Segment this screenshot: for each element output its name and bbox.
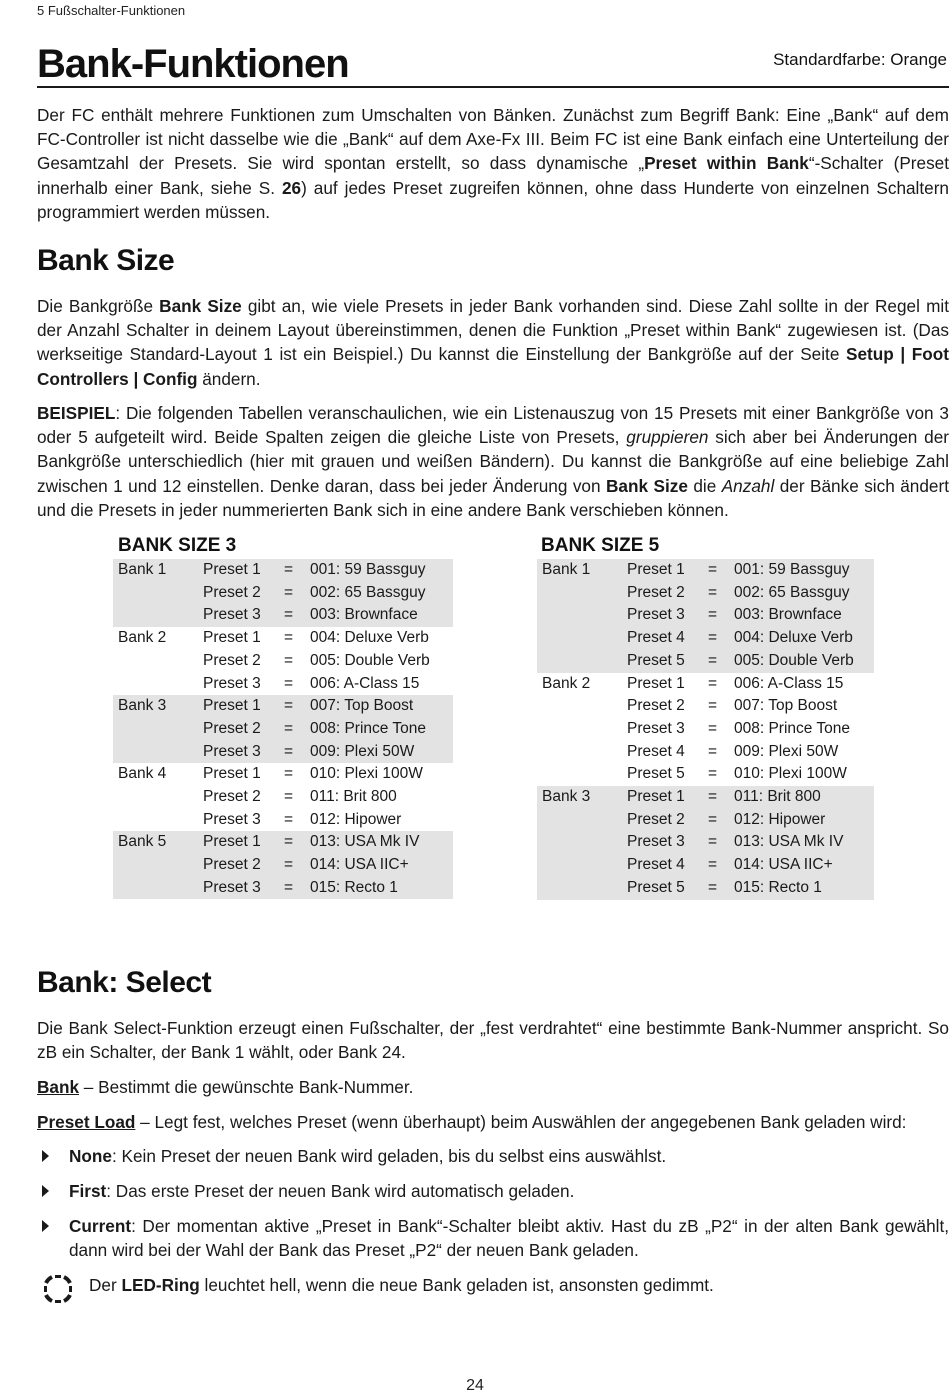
preset-name-cell: 012: Hipower	[310, 810, 402, 828]
equals-cell: =	[284, 856, 294, 874]
table-row	[537, 877, 874, 900]
preset-name-cell: 007: Top Boost	[734, 697, 838, 715]
bank-cell: Bank 1	[118, 561, 167, 578]
preset-name-cell: 014: USA IIC+	[310, 856, 409, 874]
preset-name-cell: 001: 59 Bassguy	[734, 561, 850, 578]
bullet-label: Current	[69, 1216, 132, 1236]
preset-cell: Preset 3	[203, 810, 261, 828]
bullet-arrow-icon	[42, 1220, 49, 1232]
table-row	[537, 559, 874, 582]
table-row	[113, 559, 453, 582]
equals-cell: =	[284, 651, 294, 669]
preset-name-cell: 013: USA Mk IV	[310, 833, 420, 851]
example-text-b: sich aber bei Änderungen der Bankgröße unterschiedlich (hier mit grauen und weißen Bändern). Du kannst die Bankgröße auf eine beliebige Zahl zwischen 1 und 12 einstellen. Denke daran, dass bei jeder Änderung von	[37, 427, 949, 496]
preset-name-cell: 002: 65 Bassguy	[310, 583, 426, 601]
preset-name-cell: 007: Top Boost	[310, 697, 414, 715]
equals-cell: =	[284, 583, 294, 601]
equals-cell: =	[284, 674, 294, 692]
equals-cell: =	[708, 629, 718, 647]
led-text-a: Der	[89, 1275, 122, 1295]
preset-cell: Preset 1	[627, 674, 685, 692]
table-row	[537, 831, 874, 854]
example-text-a: : Die folgenden Tabellen veranschaulichen, wie ein Listenauszug von 15 Presets mit einer Bankgröße von 3 oder 5 aufgeteilt wird. Beide Spalten zeigen die gleiche Liste von Presets,	[37, 403, 949, 448]
table-row	[113, 831, 453, 854]
preset-cell: Preset 5	[627, 765, 685, 783]
preset-cell: Preset 4	[627, 629, 685, 647]
equals-cell: =	[284, 697, 294, 715]
intro-paragraph	[37, 103, 949, 224]
intro-text-c: ) auf jedes Preset zugreifen können, ohne dass Hunderte von einzelnen Schaltern programmiert werden müssen.	[37, 177, 949, 222]
bank-cell: Bank 5	[118, 833, 167, 851]
preset-name-cell: 015: Recto 1	[734, 878, 822, 896]
equals-cell: =	[708, 788, 718, 805]
equals-cell: =	[708, 606, 718, 624]
table-row	[537, 786, 874, 809]
table-body	[113, 559, 453, 900]
preset-name-cell: 002: 65 Bassguy	[734, 583, 850, 601]
preset-name-cell: 001: 59 Bassguy	[310, 561, 426, 578]
equals-cell: =	[708, 878, 718, 896]
bullet-text: : Kein Preset der neuen Bank wird geladen, bis du selbst eins auswählst.	[111, 1146, 667, 1166]
example-bold: Bank Size	[606, 475, 688, 496]
bank-cell: Bank 1	[542, 561, 591, 578]
bank-size-text-a: Die Bankgröße	[37, 296, 160, 316]
intro-text-b: “-Schalter (Preset innerhalb einer Bank, siehe S.	[37, 153, 950, 198]
bullet-current	[69, 1214, 949, 1262]
bank-select-paragraph: Die Bank Select-Funktion erzeugt einen Fußschalter, der „fest verdrahtet“ eine bestimmte Bank-Nummer anspricht. So zB ein Schalter, der Bank 1 wählt, oder Bank 24.	[37, 1018, 949, 1063]
table-row	[113, 604, 453, 627]
led-ring-icon	[42, 1273, 74, 1305]
preset-cell: Preset 2	[203, 788, 261, 805]
setup-path: Setup | Foot Controllers | Config	[37, 344, 950, 389]
equals-cell: =	[708, 719, 718, 737]
preset-load-label: Preset Load	[37, 1112, 136, 1132]
preset-cell: Preset 1	[627, 788, 685, 805]
page-title: Bank-Funktionen	[37, 42, 349, 86]
equals-cell: =	[284, 719, 294, 737]
equals-cell: =	[284, 788, 294, 805]
bullet-first	[69, 1179, 949, 1203]
preset-name-cell: 014: USA IIC+	[734, 856, 833, 874]
preset-name-cell: 006: A-Class 15	[734, 674, 844, 692]
table-row	[537, 718, 874, 741]
led-text-b: leuchtet hell, wenn die neue Bank geladen ist, ansonsten gedimmt.	[199, 1275, 714, 1295]
equals-cell: =	[284, 765, 294, 783]
bank-cell: Bank 2	[118, 629, 167, 647]
equals-cell: =	[708, 697, 718, 715]
example-label: BEISPIEL	[37, 403, 116, 423]
table-title: BANK SIZE 3	[118, 535, 237, 556]
preset-cell: Preset 3	[627, 719, 685, 737]
bank-size-paragraph	[37, 294, 949, 391]
table-row	[113, 627, 453, 650]
preset-cell: Preset 3	[203, 674, 261, 692]
led-ring-label: LED-Ring	[121, 1275, 200, 1295]
table-row	[113, 741, 453, 764]
preset-name-cell: 015: Recto 1	[310, 878, 398, 896]
table-body	[537, 559, 874, 900]
bullet-arrow-icon	[42, 1185, 49, 1197]
equals-cell: =	[708, 651, 718, 669]
table-row	[537, 627, 874, 650]
intro-text-a: Der FC enthält mehrere Funktionen zum Umschalten von Bänken. Zunächst zum Begriff Bank: Eine „Bank“ auf dem FC-Controller ist nicht dasselbe wie die „Bank“ auf dem Axe-Fx III. Beim FC ist eine Bank einfach eine Unterteilung der Gesamtzahl der Presets. Sie wird spontan erstellt, so dass dynamische „	[37, 105, 949, 174]
equals-cell: =	[708, 765, 718, 783]
table-title: BANK SIZE 5	[541, 535, 660, 556]
preset-cell: Preset 1	[627, 561, 685, 578]
table-row	[113, 695, 453, 718]
preset-cell: Preset 3	[627, 833, 685, 851]
preset-name-cell: 010: Plexi 100W	[734, 765, 847, 783]
equals-cell: =	[284, 561, 294, 578]
bank-cell: Bank 2	[542, 674, 591, 692]
bank-cell: Bank 3	[542, 788, 591, 805]
intro-page-ref: 26	[281, 177, 302, 198]
equals-cell: =	[284, 742, 294, 760]
equals-cell: =	[284, 606, 294, 624]
equals-cell: =	[708, 833, 718, 851]
equals-cell: =	[284, 629, 294, 647]
preset-cell: Preset 4	[627, 856, 685, 874]
bank-param-text: – Bestimmt die gewünschte Bank-Nummer.	[79, 1077, 414, 1097]
example-italic: gruppieren	[626, 427, 709, 448]
table-row	[113, 763, 453, 786]
table-row	[537, 673, 874, 696]
preset-name-cell: 009: Plexi 50W	[310, 742, 415, 760]
table-row	[113, 854, 453, 877]
bank-size-heading: Bank Size	[37, 244, 175, 277]
preset-cell: Preset 3	[203, 878, 261, 896]
equals-cell: =	[708, 583, 718, 601]
table-row	[113, 809, 453, 832]
bullet-label: None	[69, 1146, 112, 1166]
table-row	[537, 763, 874, 786]
bank-cell: Bank 4	[118, 765, 167, 783]
preset-name-cell: 003: Brownface	[734, 606, 842, 624]
preset-cell: Preset 5	[627, 651, 685, 669]
preset-cell: Preset 2	[203, 651, 261, 669]
preset-cell: Preset 4	[627, 742, 685, 760]
equals-cell: =	[708, 674, 718, 692]
example-text-c: die	[687, 475, 722, 496]
bank-size-3-table	[113, 533, 453, 903]
preset-cell: Preset 3	[203, 606, 261, 624]
table-row	[537, 695, 874, 718]
equals-cell: =	[708, 561, 718, 578]
table-row	[113, 650, 453, 673]
preset-cell: Preset 1	[203, 765, 261, 783]
standard-color-label: Standardfarbe: Orange	[773, 50, 947, 69]
preset-name-cell: 004: Deluxe Verb	[310, 629, 429, 647]
intro-bold: Preset within Bank	[644, 153, 809, 174]
preset-name-cell: 010: Plexi 100W	[310, 765, 423, 783]
bank-param	[37, 1075, 949, 1099]
table-row	[113, 673, 453, 696]
equals-cell: =	[284, 878, 294, 896]
preset-cell: Preset 5	[627, 878, 685, 896]
bullet-arrow-icon	[42, 1150, 49, 1162]
table-row	[537, 604, 874, 627]
preset-name-cell: 005: Double Verb	[734, 651, 854, 669]
page-number: 24	[466, 1377, 484, 1394]
preset-cell: Preset 2	[203, 719, 261, 737]
table-row	[537, 582, 874, 605]
example-italic-2: Anzahl	[721, 475, 775, 496]
bank-select-heading: Bank: Select	[37, 966, 212, 999]
example-paragraph	[37, 401, 949, 522]
bullet-none	[69, 1144, 949, 1168]
bank-size-text-b: gibt an, wie viele Presets in jeder Bank vorhanden sind. Diese Zahl sollte in der Regel mit der Anzahl Schalter in deinem Layout übereinstimmen, denen die Funktion „Preset within Bank“ zugewiesen ist. (Das werkseitige Standard-Layout 1 ist ein Beispiel.) Du kannst die Einstellung der Bankgröße auf der Seite	[37, 296, 949, 365]
bank-param-label: Bank	[37, 1077, 80, 1097]
preset-name-cell: 011: Brit 800	[310, 788, 397, 805]
bullet-label: First	[69, 1181, 107, 1201]
title-row	[37, 40, 949, 88]
preset-name-cell: 004: Deluxe Verb	[734, 629, 853, 647]
preset-load-param	[37, 1110, 949, 1134]
equals-cell: =	[708, 810, 718, 828]
chapter-header: 5 Fußschalter-Funktionen	[37, 3, 186, 18]
table-row	[537, 650, 874, 673]
bullet-text: : Der momentan aktive „Preset in Bank“-Schalter bleibt aktiv. Hast du zB „P2“ in der alten Bank gewählt, dann wird bei der Wahl der Bank das Preset „P2“ der neuen Bank geladen.	[69, 1216, 949, 1261]
equals-cell: =	[708, 856, 718, 874]
preset-cell: Preset 2	[627, 583, 685, 601]
preset-cell: Preset 3	[627, 606, 685, 624]
equals-cell: =	[708, 742, 718, 760]
preset-name-cell: 011: Brit 800	[734, 788, 821, 805]
preset-name-cell: 006: A-Class 15	[310, 674, 420, 692]
table-row	[113, 786, 453, 809]
table-row	[113, 582, 453, 605]
preset-name-cell: 003: Brownface	[310, 606, 418, 624]
bank-size-5-table	[537, 533, 877, 903]
preset-name-cell: 008: Prince Tone	[734, 719, 851, 737]
preset-name-cell: 009: Plexi 50W	[734, 742, 839, 760]
equals-cell: =	[284, 810, 294, 828]
preset-cell: Preset 2	[203, 583, 261, 601]
bullet-text: : Das erste Preset der neuen Bank wird automatisch geladen.	[106, 1181, 575, 1201]
bank-size-bold: Bank Size	[159, 296, 242, 316]
equals-cell: =	[284, 833, 294, 851]
table-row	[113, 877, 453, 900]
preset-cell: Preset 3	[203, 742, 261, 760]
preset-cell: Preset 2	[203, 856, 261, 874]
preset-name-cell: 005: Double Verb	[310, 651, 430, 669]
bank-size-text-c: ändern.	[197, 368, 261, 389]
preset-cell: Preset 2	[627, 810, 685, 828]
preset-cell: Preset 2	[627, 697, 685, 715]
preset-name-cell: 008: Prince Tone	[310, 719, 427, 737]
bank-cell: Bank 3	[118, 697, 167, 715]
preset-name-cell: 012: Hipower	[734, 810, 826, 828]
preset-cell: Preset 1	[203, 629, 261, 647]
table-row	[537, 854, 874, 877]
preset-load-text: – Legt fest, welches Preset (wenn überhaupt) beim Auswählen der angegebenen Bank geladen wird:	[135, 1112, 907, 1132]
preset-cell: Preset 1	[203, 697, 261, 715]
table-row	[113, 718, 453, 741]
preset-cell: Preset 1	[203, 561, 261, 578]
preset-name-cell: 013: USA Mk IV	[734, 833, 844, 851]
led-ring-note	[89, 1273, 949, 1297]
table-row	[537, 809, 874, 832]
table-row	[537, 741, 874, 764]
preset-cell: Preset 1	[203, 833, 261, 851]
example-text-d: der Bänke sich ändert und die Presets in jeder nummerierten Bank sich in eine andere Bank verschieben können.	[37, 475, 949, 520]
